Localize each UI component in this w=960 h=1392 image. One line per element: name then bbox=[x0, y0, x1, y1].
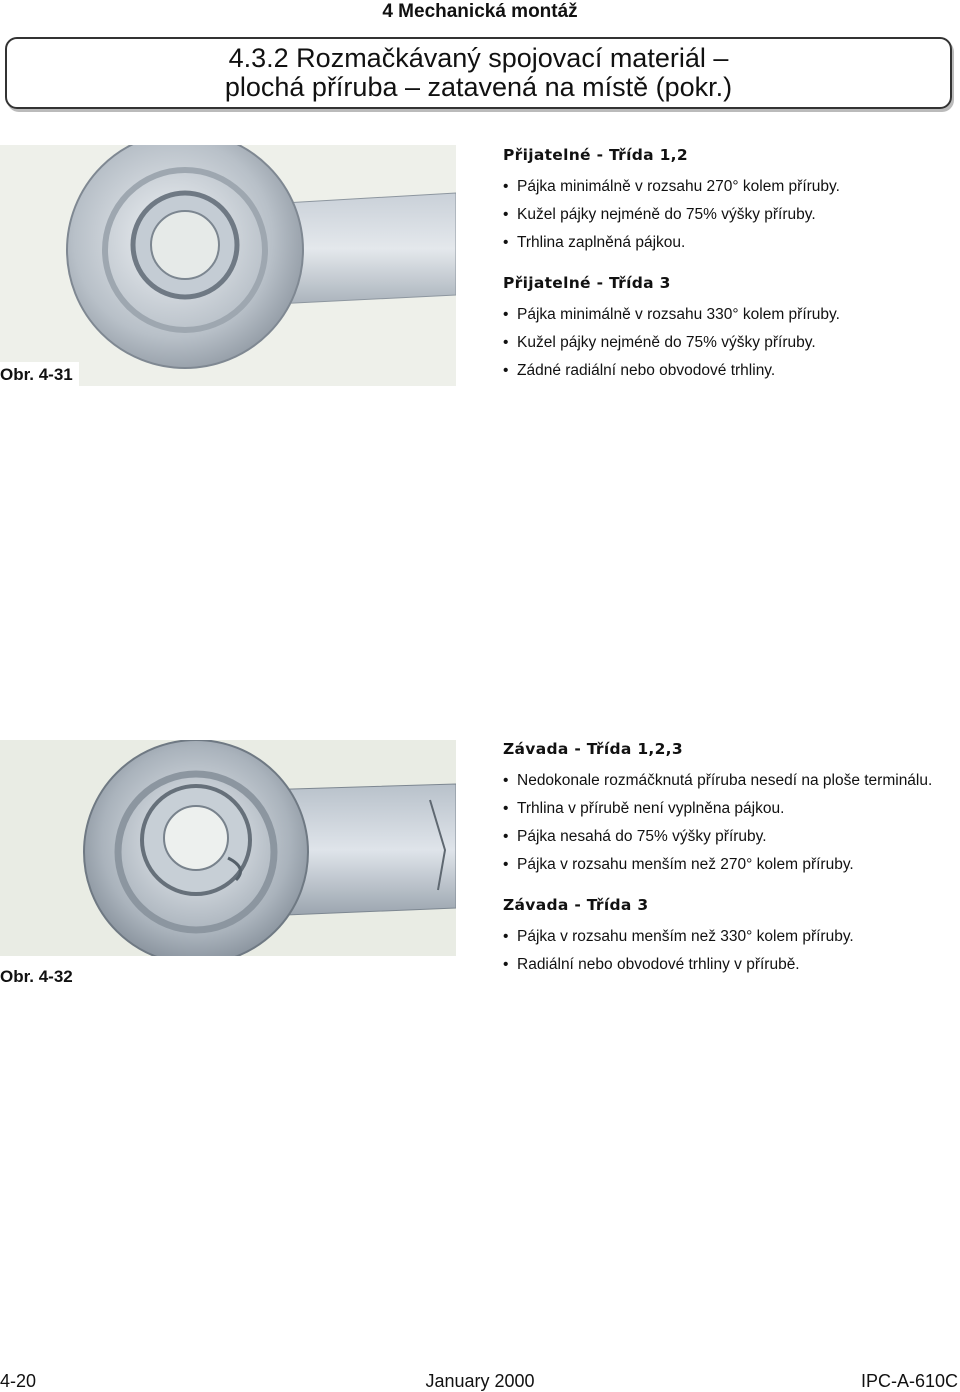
section-title-line1: 4.3.2 Rozmačkávaný spojovací materiál – bbox=[228, 43, 729, 73]
acceptable-class-3-heading: Přijatelné - Třída 3 bbox=[503, 274, 671, 292]
figure-4-31-criteria bbox=[503, 146, 943, 390]
figure-4-32-photo bbox=[0, 740, 456, 956]
publication-date: January 2000 bbox=[425, 1371, 535, 1391]
figure-4-32-criteria bbox=[503, 740, 943, 984]
solder-flange-defect-image bbox=[0, 740, 456, 956]
figure-4-31-photo bbox=[0, 145, 456, 386]
list-item: • Radiální nebo obvodové trhliny v přírubě. bbox=[503, 956, 943, 974]
document-id: IPC-A-610C bbox=[860, 1371, 958, 1391]
page-number: 4-20 bbox=[0, 1371, 37, 1391]
list-item: • Trhlina zaplněná pájkou. bbox=[503, 234, 943, 252]
defect-class-3-list bbox=[503, 928, 943, 974]
figure-4-31-label: Obr. 4-31 bbox=[0, 362, 79, 388]
list-item: • Pájka nesahá do 75% výšky příruby. bbox=[503, 828, 943, 846]
list-item: • Nedokonale rozmáčknutá příruba nesedí na ploše terminálu. bbox=[503, 772, 943, 790]
acceptable-class-1-2-heading: Přijatelné - Třída 1,2 bbox=[503, 146, 688, 164]
list-item: • Pájka minimálně v rozsahu 270° kolem příruby. bbox=[503, 178, 943, 196]
defect-class-3-section bbox=[503, 896, 943, 974]
acceptable-class-3-list bbox=[503, 306, 943, 380]
defect-class-3-heading: Závada - Třída 3 bbox=[503, 896, 649, 914]
list-item: • Trhlina v přírubě není vyplněna pájkou. bbox=[503, 800, 943, 818]
defect-class-1-2-3-heading: Závada - Třída 1,2,3 bbox=[503, 740, 683, 758]
list-item: • Zádné radiální nebo obvodové trhliny. bbox=[503, 362, 943, 380]
acceptable-class-1-2-list bbox=[503, 178, 943, 252]
section-title-line2: plochá příruba – zatavená na místě (pokr.) bbox=[224, 72, 733, 102]
list-item: • Pájka minimálně v rozsahu 330° kolem příruby. bbox=[503, 306, 943, 324]
list-item: • Pájka v rozsahu menším než 330° kolem příruby. bbox=[503, 928, 943, 946]
acceptable-class-3-section bbox=[503, 274, 943, 380]
defect-class-1-2-3-list bbox=[503, 772, 943, 874]
list-item: • Pájka v rozsahu menším než 270° kolem příruby. bbox=[503, 856, 943, 874]
acceptable-class-1-2-section bbox=[503, 146, 943, 252]
figure-4-32-label: Obr. 4-32 bbox=[0, 964, 79, 990]
section-title-box bbox=[5, 37, 952, 109]
list-item: • Kužel pájky nejméně do 75% výšky příruby. bbox=[503, 334, 943, 352]
solder-flange-acceptable-image bbox=[0, 145, 456, 386]
defect-class-1-2-3-section bbox=[503, 740, 943, 874]
chapter-header: 4 Mechanická montáž bbox=[382, 1, 578, 22]
list-item: • Kužel pájky nejméně do 75% výšky příruby. bbox=[503, 206, 943, 224]
